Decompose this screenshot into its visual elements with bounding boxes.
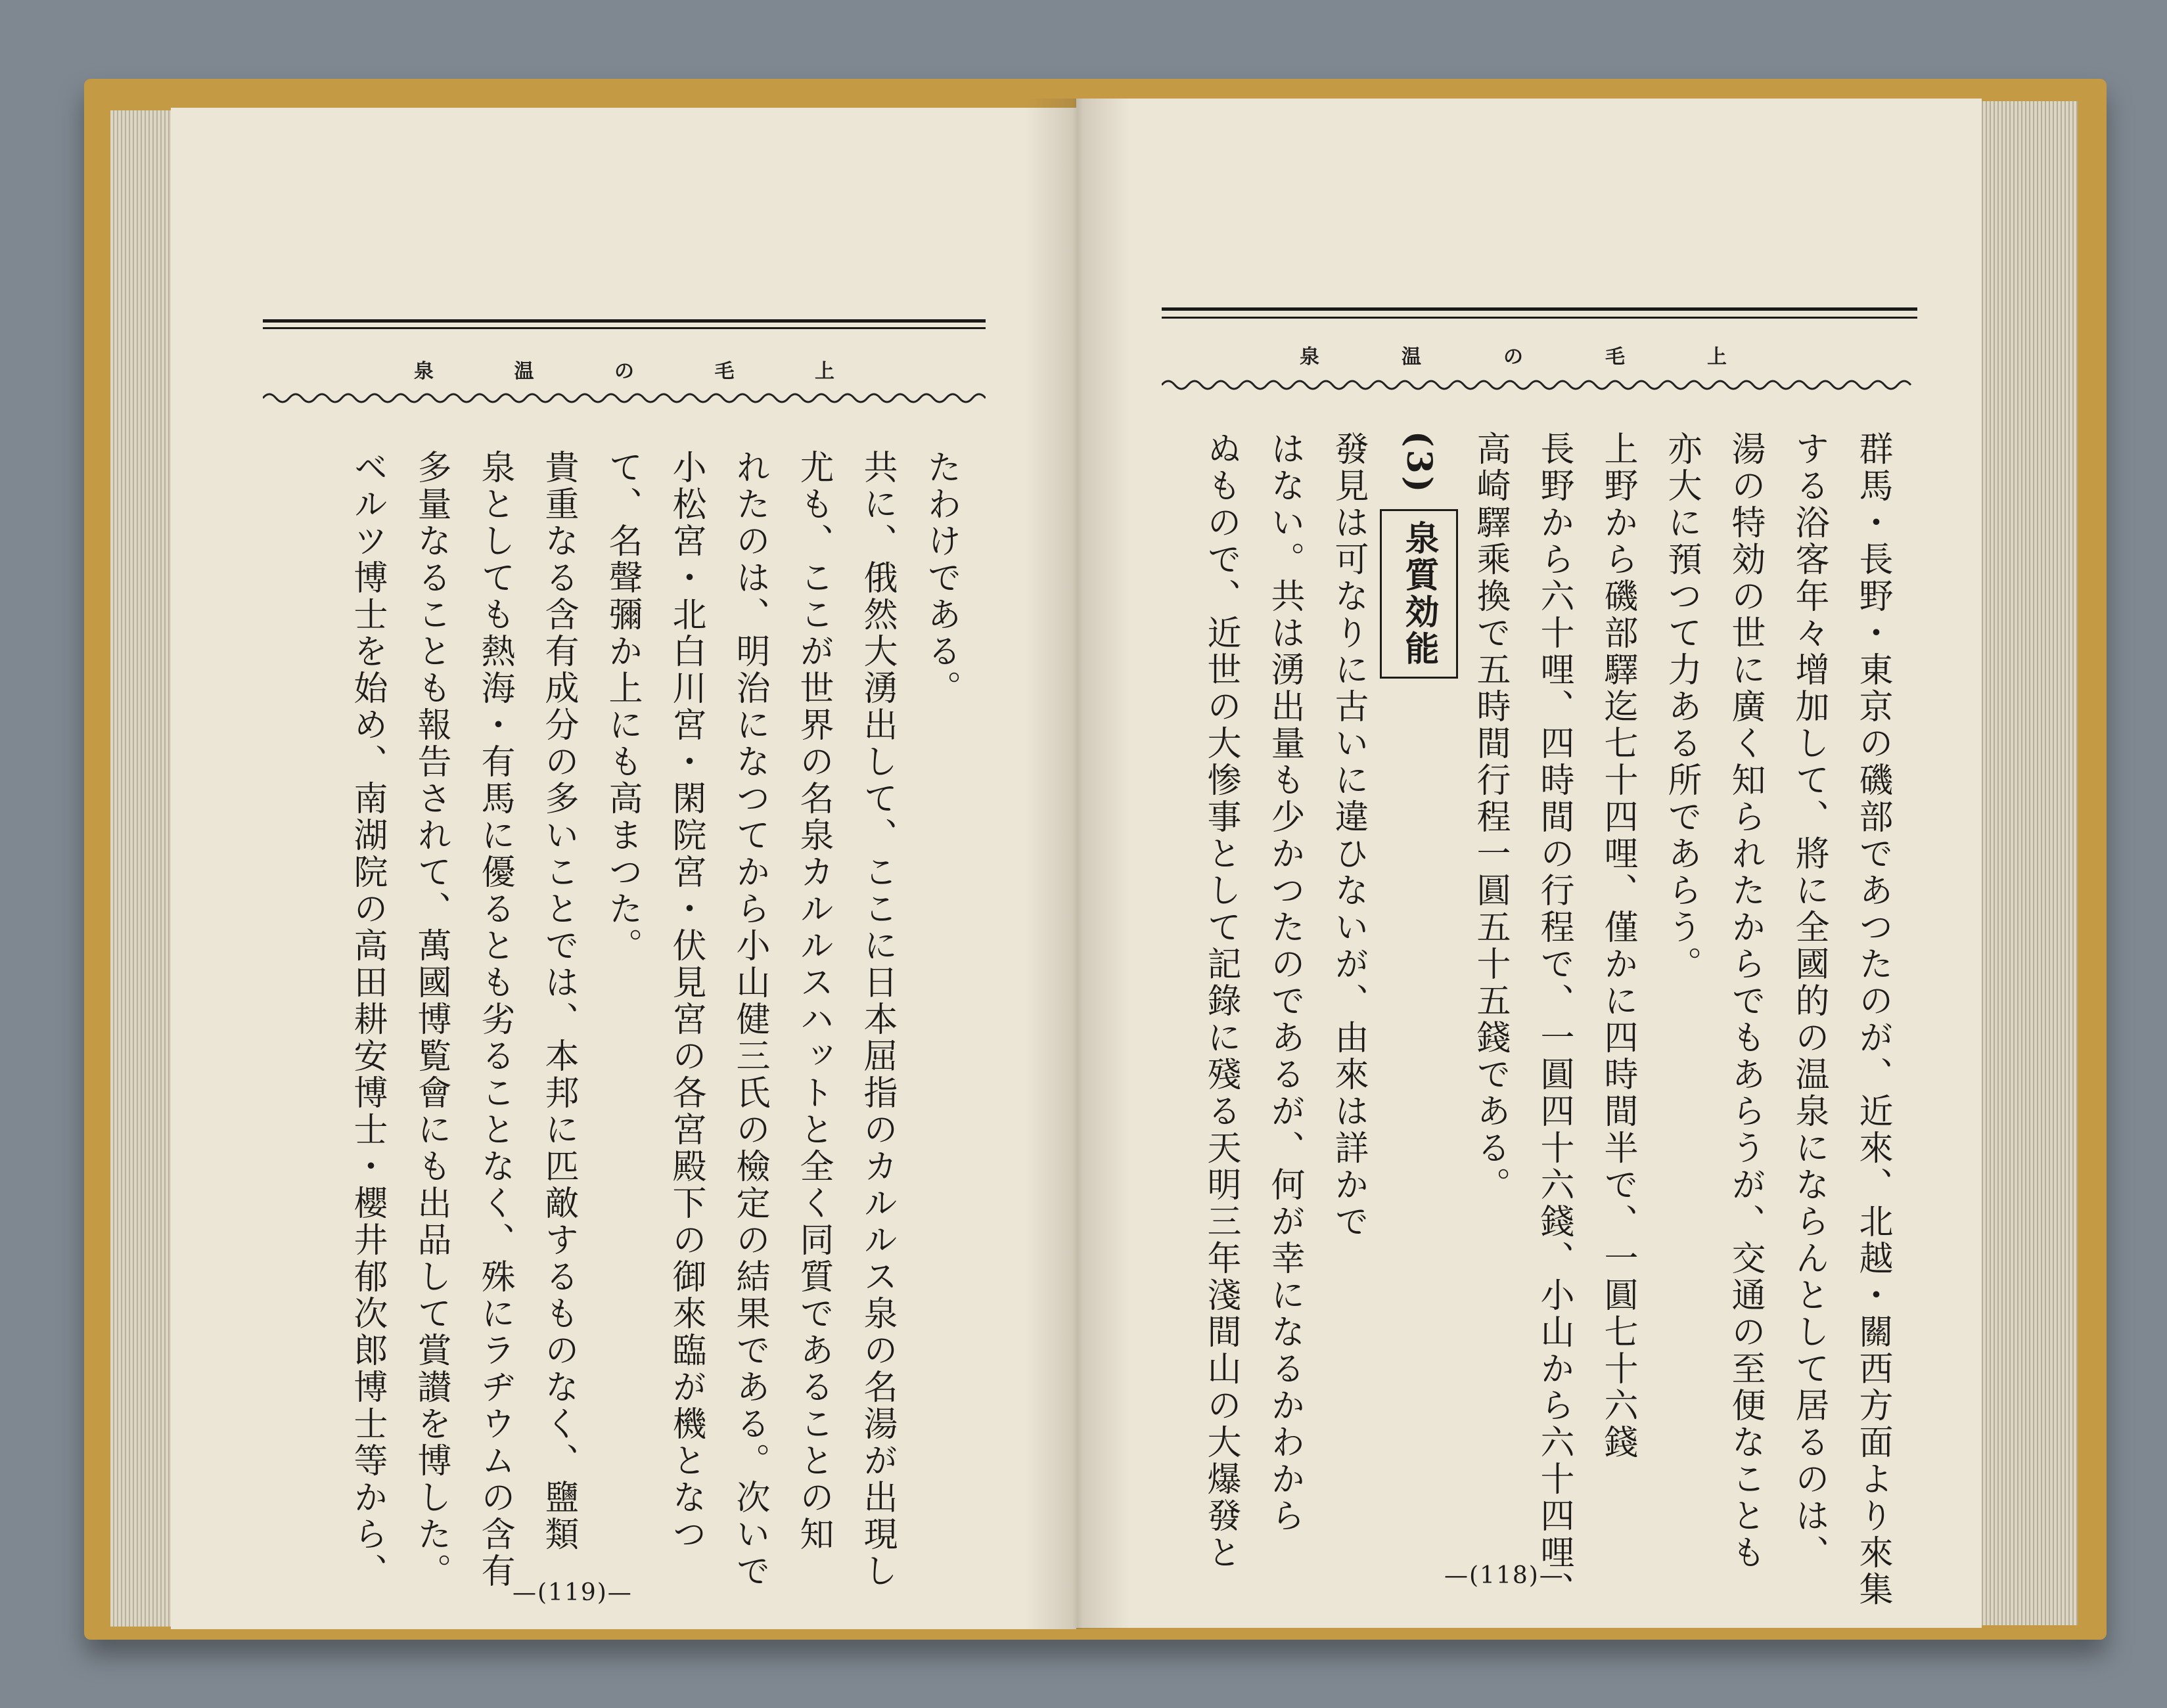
text-column: ぬもので、近世の大惨事として記錄に殘る天明三年淺間山の大爆發と (1201, 431, 1241, 1571)
text-column: する浴客年々增加して、將に全國的の温泉にならんとして居るのは、 (1789, 431, 1829, 1571)
text-column: 長野から六十哩、四時間の行程で、一圓四十六錢、小山から六十四哩、 (1534, 431, 1574, 1608)
section-number: (3) (1399, 431, 1439, 495)
text-column: はない。共は湧出量も少かつたのであるが、何が幸になるかわから (1265, 431, 1304, 1535)
running-head-char: 上 (815, 360, 834, 383)
running-head-char: 泉 (1300, 346, 1319, 369)
page-edges-right (1979, 101, 2078, 1625)
left-page-body (289, 449, 972, 1590)
text-column: 共に、俄然大湧出して、ここに日本屈指のカルルス泉の名湯が出現し (857, 449, 897, 1590)
header-rule-inner (263, 327, 986, 329)
book-gutter (1025, 99, 1130, 1629)
header-wave-rule (1162, 377, 1917, 393)
page-edges-left (110, 110, 176, 1627)
header-rule-top (1162, 307, 1917, 311)
header-rule-top (263, 319, 986, 323)
running-head-char: 泉 (414, 360, 434, 383)
text-column: たわけである。 (921, 449, 961, 707)
text-column: 泉としても熱海・有馬に優るとも劣ることなく、殊にラヂウムの含有 (475, 449, 514, 1590)
running-head-char: 上 (1707, 346, 1727, 369)
text-column: 尤も、ここが世界の名泉カルルスハットと全く同質であることの知 (794, 449, 833, 1553)
text-column: ベルツ博士を始め、南湖院の高田耕安博士・櫻井郁次郎博士等から、 (348, 449, 387, 1590)
text-column: 貴重なる含有成分の多いことでは、本邦に匹敵するものなく、鹽類 (539, 449, 578, 1553)
page-number: —(119)— (513, 1579, 633, 1606)
text-column: 高崎驛乘換で五時間行程一圓五十五錢である。 (1471, 431, 1510, 1203)
running-head (414, 355, 834, 384)
running-head-char: 毛 (714, 360, 735, 383)
running-head-char: 温 (514, 360, 534, 383)
running-head-char: の (1503, 346, 1523, 369)
running-head-char: 温 (1402, 346, 1421, 369)
left-page (171, 108, 1076, 1629)
text-column: 上野から磯部驛迄七十四哩、僅かに四時間半で、一圓七十六錢 (1598, 431, 1637, 1461)
section-heading-column (1380, 431, 1458, 1548)
header-wave-rule (263, 390, 986, 406)
text-column: 小松宮・北白川宮・閑院宮・伏見宮の各宮殿下の御來臨が機となつ (666, 449, 706, 1553)
text-column: 湯の特効の世に廣く知られたからでもあらうが、交通の至便なことも (1725, 431, 1765, 1571)
page-number: —(118)— (1444, 1562, 1564, 1589)
right-page (1076, 99, 1982, 1628)
text-column: 多量なることも報告されて、萬國博覧會にも出品して賞讃を博した。 (411, 449, 451, 1590)
section-title: 泉質効能 (1380, 509, 1458, 679)
header-rule-inner (1162, 317, 1917, 319)
text-column: 群馬・長野・東京の磯部であつたのが、近來、北越・關西方面より來集 (1853, 431, 1892, 1608)
text-column: 亦大に預つて力ある所であらう。 (1662, 431, 1701, 983)
running-head-char: 毛 (1605, 346, 1625, 369)
text-column: れたのは、明治になつてから小山健三氏の檢定の結果である。次いで (730, 449, 769, 1590)
running-head (1300, 340, 1727, 369)
text-column: 發見は可なりに古いに違ひないが、由來は詳かで (1329, 431, 1368, 1240)
running-head-char: の (614, 360, 634, 383)
text-column: て、名聲彌か上にも高まつた。 (603, 449, 642, 964)
